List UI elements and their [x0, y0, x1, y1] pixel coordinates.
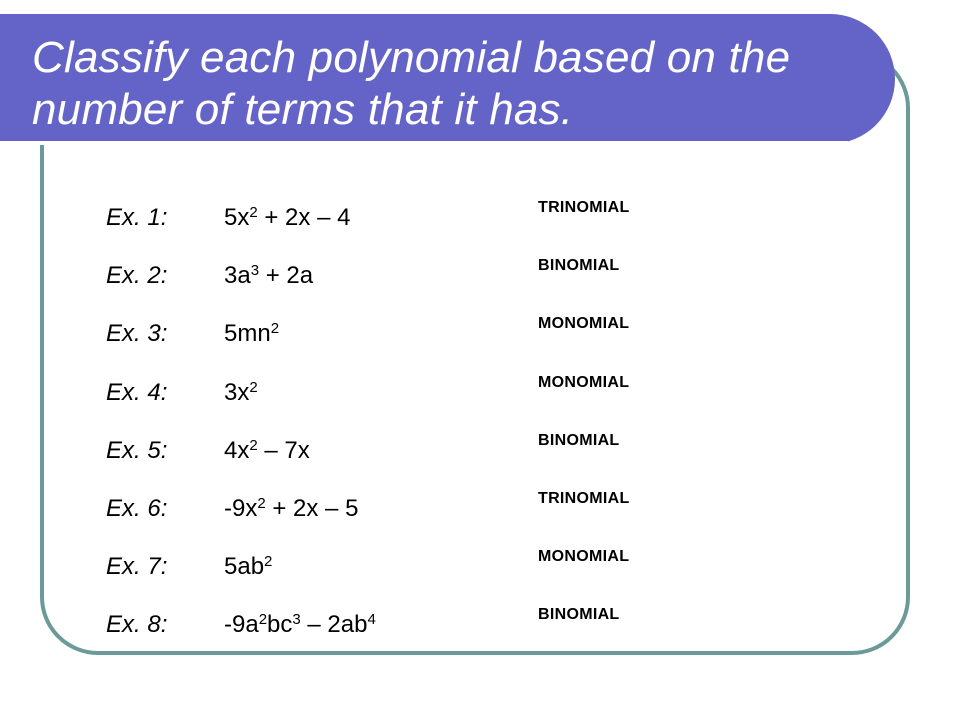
polynomial-expression: [224, 610, 376, 640]
classification-answer: BINOMIAL: [538, 606, 620, 624]
polynomial-expression: [224, 552, 272, 582]
exponent: 2: [249, 378, 258, 396]
polynomial-expression: [224, 203, 350, 233]
expression-term: 3a: [224, 262, 251, 290]
example-row: [0, 431, 960, 476]
slide-title: Classify each polynomial based on the number of terms that it has.: [32, 33, 791, 134]
title-bar: [0, 14, 895, 144]
classification-answer: TRINOMIAL: [538, 490, 630, 507]
expression-term: 5x: [224, 204, 250, 231]
classification-answer: MONOMIAL: [538, 315, 630, 333]
example-label: Ex. 1:: [106, 204, 168, 231]
example-row: [0, 548, 960, 592]
example-row: [0, 199, 960, 243]
expression-term: + 2x – 5: [265, 495, 359, 522]
exponent: 2: [270, 320, 280, 338]
exponent: 2: [258, 611, 268, 629]
exponent: 2: [257, 495, 266, 512]
polynomial-expression: [224, 494, 358, 524]
expression-term: – 7x: [257, 436, 310, 464]
example-row: [0, 257, 960, 301]
polynomial-expression: [224, 319, 279, 349]
classification-answer: TRINOMIAL: [538, 199, 630, 216]
expression-term: – 2ab: [300, 611, 368, 639]
expression-term: bc: [267, 611, 293, 639]
example-label: Ex. 4:: [106, 378, 168, 406]
exponent: 2: [249, 436, 258, 454]
exponent: 3: [292, 611, 301, 629]
polynomial-expression: [224, 261, 313, 291]
expression-term: 5ab: [224, 553, 265, 581]
exponent: 3: [250, 262, 260, 280]
classification-answer: BINOMIAL: [538, 431, 620, 449]
classification-answer: BINOMIAL: [538, 257, 620, 275]
example-label: Ex. 7:: [106, 553, 168, 581]
example-label: Ex. 3:: [106, 320, 168, 348]
expression-term: 3x: [224, 378, 250, 406]
classification-answer: MONOMIAL: [538, 548, 630, 566]
title-underline: [0, 141, 848, 145]
expression-term: + 2x – 4: [257, 204, 351, 231]
example-label: Ex. 5:: [106, 436, 168, 464]
expression-term: 5mn: [224, 320, 271, 348]
expression-term: -9x: [224, 495, 258, 522]
exponent: 4: [367, 611, 376, 629]
example-label: Ex. 2:: [106, 262, 168, 290]
expression-term: 4x: [224, 436, 250, 464]
exponent: 2: [249, 204, 258, 221]
expression-term: -9a: [224, 611, 259, 639]
expression-term: + 2a: [259, 262, 314, 290]
classification-answer: MONOMIAL: [538, 373, 630, 391]
example-row: [0, 373, 960, 418]
example-row: [0, 315, 960, 359]
exponent: 2: [264, 553, 273, 571]
example-label: Ex. 6:: [106, 495, 168, 522]
example-row: [0, 490, 960, 534]
example-label: Ex. 8:: [106, 611, 168, 639]
polynomial-expression: [224, 378, 258, 408]
example-row: [0, 606, 960, 650]
polynomial-expression: [224, 436, 310, 466]
